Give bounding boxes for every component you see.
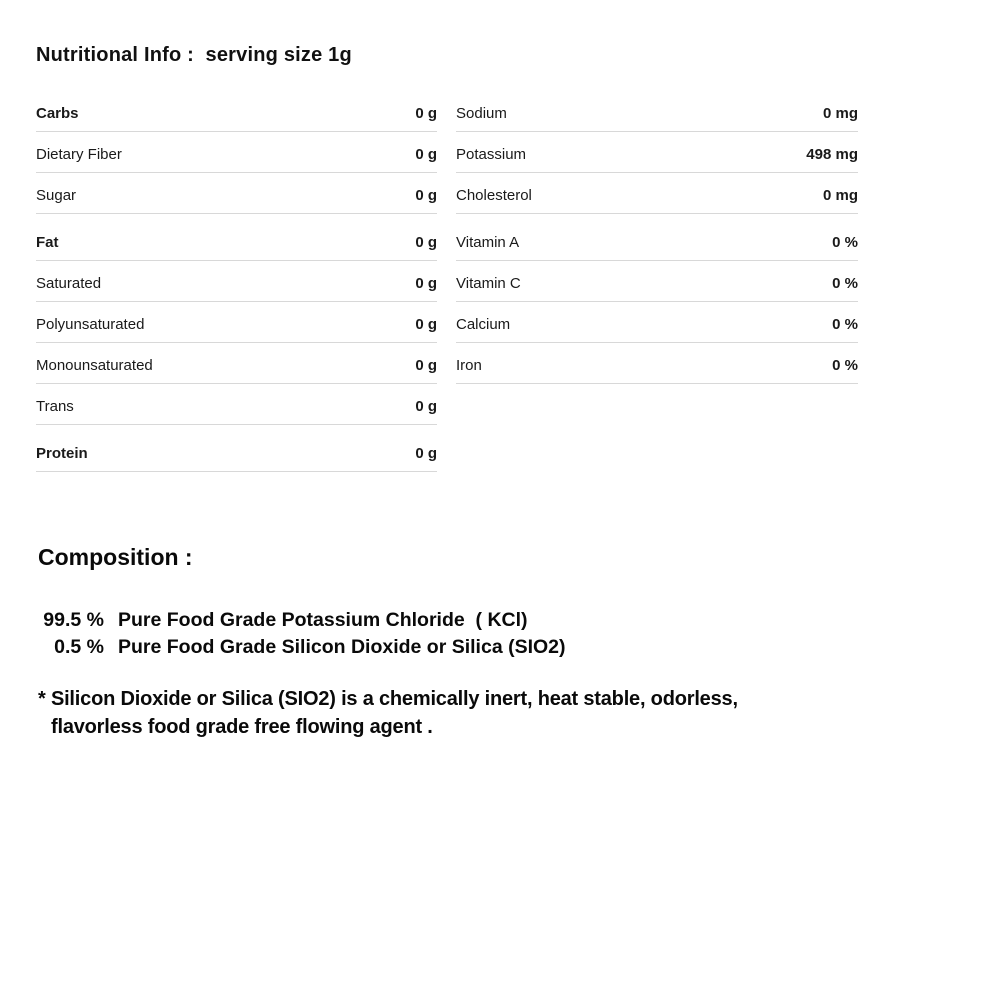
nutrient-value: 0 g <box>415 105 437 122</box>
nutrition-row-fat <box>36 234 437 261</box>
nutrition-group <box>36 234 437 425</box>
nutrition-row-cholesterol <box>456 187 858 214</box>
nutrient-label: Potassium <box>456 146 527 163</box>
nutrient-value: 0 % <box>832 316 858 333</box>
nutrient-value: 0 % <box>832 275 858 292</box>
nutrient-label: Cholesterol <box>456 187 532 204</box>
composition-item <box>38 634 955 661</box>
nutrition-right-column <box>456 91 858 472</box>
composition-heading: Composition : <box>38 544 193 570</box>
nutrient-label: Iron <box>456 357 482 374</box>
composition-percent: 99.5 % <box>43 609 104 631</box>
nutrient-value: 0 mg <box>822 105 858 122</box>
nutrition-row-sodium <box>456 105 858 132</box>
nutrient-label: Fat <box>36 234 59 251</box>
nutrient-value: 0 g <box>415 398 437 415</box>
composition-item <box>38 607 955 634</box>
composition-percent: 0.5 % <box>54 636 104 658</box>
nutrient-label: Trans <box>36 398 74 415</box>
nutrition-row-iron <box>456 357 858 384</box>
nutrition-row-vitamin-a <box>456 234 858 261</box>
nutrition-row-monounsaturated <box>36 357 437 384</box>
nutrition-group <box>36 105 437 214</box>
nutrient-label: Calcium <box>456 316 511 333</box>
nutrient-value: 0 g <box>415 316 437 333</box>
nutrition-table <box>36 91 955 472</box>
nutrition-row-saturated <box>36 275 437 302</box>
nutrient-label: Saturated <box>36 275 102 292</box>
nutrient-value: 0 g <box>415 275 437 292</box>
nutrient-label: Vitamin C <box>456 275 521 292</box>
footnote <box>38 686 955 741</box>
nutrient-label: Protein <box>36 445 88 462</box>
nutrient-label: Dietary Fiber <box>36 146 122 163</box>
composition-text: Pure Food Grade Potassium Chloride ( KCl) <box>118 609 528 631</box>
nutrient-label: Sugar <box>36 187 77 204</box>
nutrition-row-calcium <box>456 316 858 343</box>
footnote-line: flavorless food grade free flowing agent . <box>51 715 433 738</box>
page-title: Nutritional Info : serving size 1g <box>36 44 352 66</box>
nutrient-value: 0 mg <box>822 187 858 204</box>
composition-list <box>38 607 955 661</box>
nutrition-row-sugar <box>36 187 437 214</box>
nutrition-row-dietary-fiber <box>36 146 437 173</box>
nutrient-value: 0 g <box>415 445 437 462</box>
nutrition-left-column <box>36 91 437 472</box>
nutrition-row-potassium <box>456 146 858 173</box>
nutrient-label: Vitamin A <box>456 234 520 251</box>
nutrient-value: 498 mg <box>806 146 858 163</box>
nutrient-value: 0 g <box>415 187 437 204</box>
nutrition-row-carbs <box>36 105 437 132</box>
footnote-line: * Silicon Dioxide or Silica (SIO2) is a chemically inert, heat stable, odorless, <box>38 688 738 710</box>
nutrient-value: 0 g <box>415 234 437 251</box>
nutrient-value: 0 g <box>415 146 437 163</box>
nutrient-label: Carbs <box>36 105 79 122</box>
nutrition-group <box>36 445 437 472</box>
nutrition-row-protein <box>36 445 437 472</box>
nutrient-value: 0 % <box>832 234 858 251</box>
nutrition-row-trans <box>36 398 437 425</box>
nutrition-row-vitamin-c <box>456 275 858 302</box>
composition-text: Pure Food Grade Silicon Dioxide or Silica (SIO2) <box>118 636 566 658</box>
nutrient-value: 0 % <box>832 357 858 374</box>
nutrient-label: Polyunsaturated <box>36 316 145 333</box>
nutrient-label: Sodium <box>456 105 507 122</box>
nutrient-label: Monounsaturated <box>36 357 153 374</box>
nutrition-group <box>456 234 858 384</box>
nutrition-row-polyunsaturated <box>36 316 437 343</box>
nutrient-value: 0 g <box>415 357 437 374</box>
nutrition-group <box>456 105 858 214</box>
